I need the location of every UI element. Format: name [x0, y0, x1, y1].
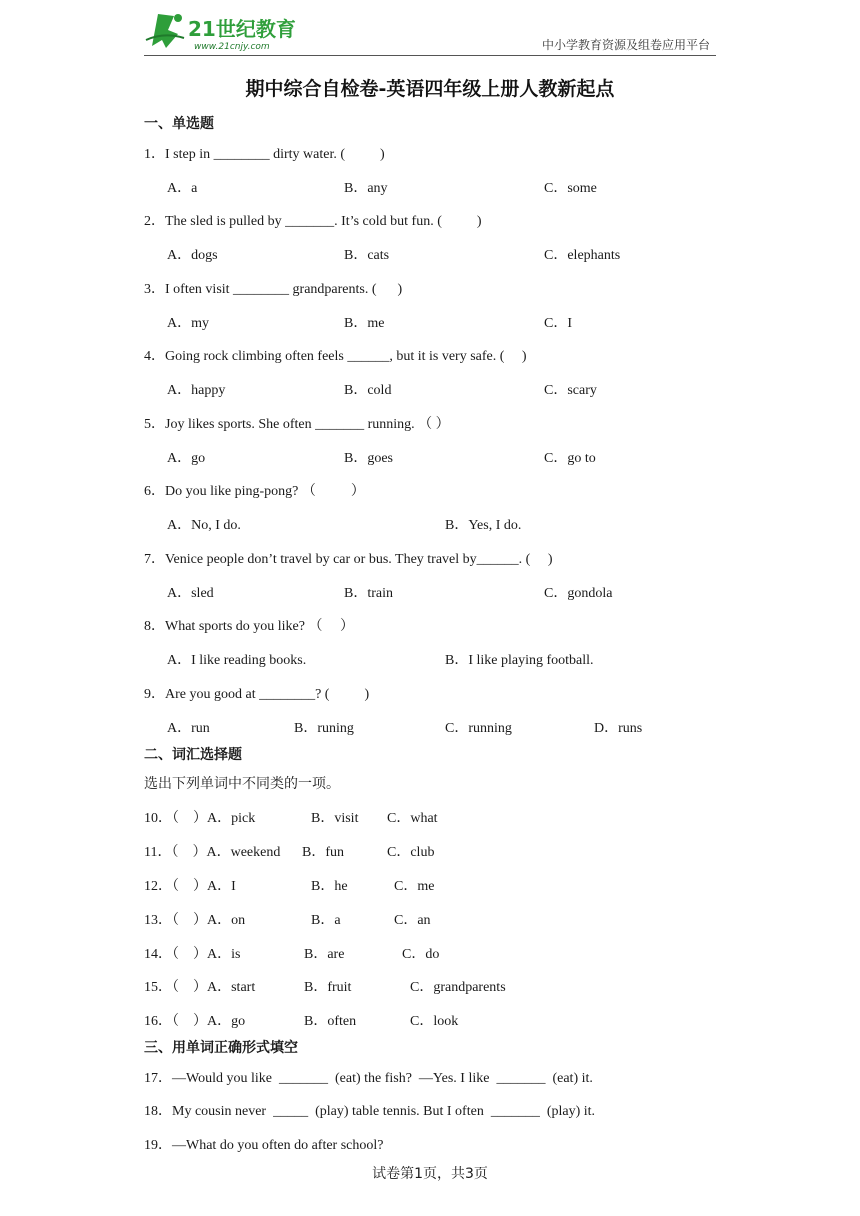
option-d: D．runs	[594, 721, 643, 736]
vocab-option-b: B．are	[304, 947, 345, 962]
option-a: A．dogs	[167, 248, 218, 263]
question-stem: 4．Going rock climbing often feels ______, but it is very safe. ( )	[144, 349, 527, 364]
logo-main-text: 21世纪教育	[188, 17, 296, 41]
vocab-option-b: B．visit	[311, 811, 359, 826]
section-heading-vocab: 二、词汇选择题	[144, 747, 242, 763]
header-platform-text: 中小学教育资源及组卷应用平台	[541, 38, 710, 52]
option-b: B．cold	[344, 383, 392, 398]
question-stem: 3．I often visit ________ grandparents. ( )	[144, 282, 403, 297]
question-stem: 2．The sled is pulled by _______. It’s cold but fun. ( )	[144, 214, 482, 229]
fill-question: 17．—Would you like _______ (eat) the fish? —Yes. I like _______ (eat) it.	[144, 1071, 593, 1086]
vocab-option-c: C．look	[410, 1014, 459, 1029]
option-c: C．I	[544, 316, 572, 331]
logo-icon	[144, 10, 314, 52]
vocab-option-b: B．fun	[302, 845, 344, 860]
page-footer: 试卷第1页，共3页	[372, 1166, 488, 1182]
option-b: B．goes	[344, 451, 393, 466]
vocab-option-c: C．club	[387, 845, 435, 860]
vocab-option-c: C．an	[394, 913, 431, 928]
section-heading-single-choice: 一、单选题	[144, 116, 214, 132]
option-a: A．No, I do.	[167, 518, 241, 533]
vocab-option-b: B．a	[311, 913, 341, 928]
vocab-item-num: 14．（ ）A．is	[144, 947, 241, 962]
option-b: B．Yes, I do.	[445, 518, 522, 533]
question-stem: 7．Venice people don’t travel by car or bus. They travel by______. ( )	[144, 552, 553, 567]
option-c: C．scary	[544, 383, 597, 398]
vocab-option-b: B．often	[304, 1014, 357, 1029]
option-b: B．train	[344, 586, 393, 601]
vocab-item-num: 15．（ ）A．start	[144, 980, 256, 995]
vocab-item-num: 13．（ ）A．on	[144, 913, 246, 928]
vocab-item-num: 16．（ ）A．go	[144, 1014, 246, 1029]
option-b: B．any	[344, 181, 388, 196]
option-a: A．run	[167, 721, 210, 736]
vocab-option-c: C．what	[387, 811, 438, 826]
section-heading-fill: 三、用单词正确形式填空	[144, 1040, 298, 1056]
option-c: C．some	[544, 181, 597, 196]
option-a: A．happy	[167, 383, 226, 398]
option-c: C．gondola	[544, 586, 613, 601]
option-b: B．me	[344, 316, 385, 331]
option-b: B．I like playing football.	[445, 653, 594, 668]
vocab-item-num: 12．（ ）A．I	[144, 879, 236, 894]
option-c: C．elephants	[544, 248, 621, 263]
vocab-option-c: C．me	[394, 879, 435, 894]
section-instruction: 选出下列单词中不同类的一项。	[144, 776, 340, 792]
vocab-option-c: C．do	[402, 947, 440, 962]
vocab-item-num: 11．（ ）A．weekend	[144, 845, 281, 860]
question-stem: 6．Do you like ping-pong? （ ）	[144, 484, 365, 499]
vocab-option-b: B．he	[311, 879, 348, 894]
question-stem: 9．Are you good at ________? ( )	[144, 687, 370, 702]
option-b: B．cats	[344, 248, 390, 263]
option-a: A．go	[167, 451, 206, 466]
option-b: B．runing	[294, 721, 354, 736]
option-a: A．I like reading books.	[167, 653, 307, 668]
vocab-option-c: C．grandparents	[410, 980, 506, 995]
option-a: A．sled	[167, 586, 214, 601]
fill-question: 19．—What do you often do after school?	[144, 1138, 384, 1153]
fill-question: 18．My cousin never _____ (play) table tennis. But I often _______ (play) it.	[144, 1104, 596, 1119]
vocab-option-b: B．fruit	[304, 980, 352, 995]
question-stem: 5．Joy likes sports. She often _______ running. （ ）	[144, 417, 450, 432]
logo-url-text: www.21cnjy.com	[194, 42, 270, 52]
question-stem: 1．I step in ________ dirty water. ( )	[144, 147, 385, 162]
page-title: 期中综合自检卷-英语四年级上册人教新起点	[245, 78, 615, 100]
option-a: A．a	[167, 181, 198, 196]
vocab-item-num: 10．（ ）A．pick	[144, 811, 256, 826]
option-a: A．my	[167, 316, 209, 331]
option-c: C．running	[445, 721, 512, 736]
page-header	[144, 8, 716, 56]
option-c: C．go to	[544, 451, 596, 466]
question-stem: 8．What sports do you like? （ ）	[144, 619, 354, 634]
